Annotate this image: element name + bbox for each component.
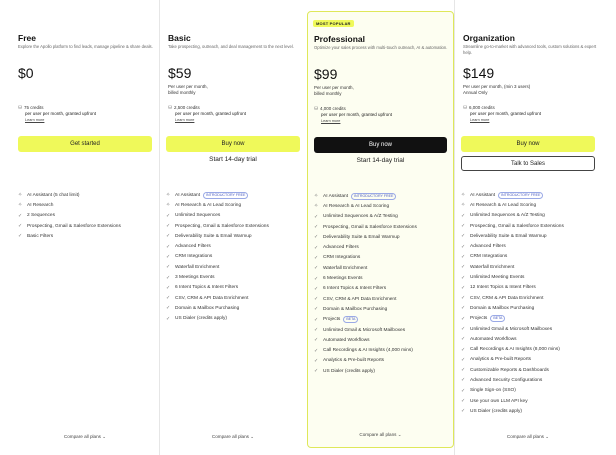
feature-item: ✓ 3 Meetings Events <box>166 274 215 281</box>
feature-item: ✓ Call Recordings & AI Insights (8,000 mins) <box>461 346 560 353</box>
feature-item: ✓ Domain & Mailbox Purchasing <box>166 305 240 312</box>
feature-item: ✓ Waterfall Enrichment <box>314 265 368 272</box>
credits-sub: per user per month, granted upfront <box>175 111 247 116</box>
check-icon: ✓ <box>314 347 319 354</box>
feature-item: ✓ Prospecting, Gmail & Salesforce Extensions <box>461 223 564 230</box>
plan-credits <box>18 105 96 123</box>
plan-organization <box>454 0 606 455</box>
feature-item: ✧ AI Assistant INTRODUCTORY FREE <box>166 190 269 200</box>
feature-item: ✓ CSV, CRM & API Data Enrichment <box>461 295 544 302</box>
chevron-down-icon: ⌄ <box>397 432 402 437</box>
plan-name: Free <box>18 33 36 43</box>
check-icon: ✓ <box>461 326 466 332</box>
feature-item: ✓ Advanced Filters <box>314 244 359 251</box>
buy-now-button[interactable]: Buy now <box>166 136 300 152</box>
plan-free <box>10 0 160 455</box>
feature-item: ✓ CRM Integrations <box>166 253 213 260</box>
coins-icon: ⛁ <box>168 105 173 111</box>
plan-price: $149 <box>463 65 495 81</box>
check-icon: ✓ <box>314 327 319 333</box>
feature-item: ✓ Prospecting, Gmail & Salesforce Extensions <box>18 223 121 230</box>
check-icon: ✓ <box>166 223 171 230</box>
feature-list <box>18 190 121 241</box>
credits-amount: 2,500 credits <box>174 105 200 110</box>
check-icon: ✓ <box>461 387 466 394</box>
feature-item: ✧ AI Research & AI Lead Scoring <box>461 202 537 209</box>
check-icon: ✓ <box>461 398 466 405</box>
feature-item: ✓ CRM Integrations <box>461 253 508 260</box>
feature-item: ✓ CSV, CRM & API Data Enrichment <box>314 296 397 303</box>
learn-more-link[interactable]: Learn more <box>175 118 195 122</box>
check-icon: ✓ <box>314 306 319 313</box>
check-icon: ✓ <box>166 315 171 322</box>
compare-plans-link[interactable]: Compare all plans ⌄ <box>63 434 107 439</box>
feature-item: ✓ Domain & Mailbox Purchasing <box>461 305 535 312</box>
check-icon: ✓ <box>314 234 319 241</box>
learn-more-link[interactable]: Learn more <box>321 119 341 123</box>
feature-item: ✓ Unlimited Sequences & A/Z Testing <box>461 212 545 219</box>
check-icon: ✓ <box>166 233 171 240</box>
feature-item: ✓ Prospecting, Gmail & Salesforce Extensions <box>314 224 417 231</box>
feature-item: ✓ Analytics & Pre-built Reports <box>461 356 532 363</box>
intro-free-tag: INTRODUCTORY FREE <box>498 192 543 199</box>
feature-item: ✓ 2 Sequences <box>18 212 56 219</box>
plan-credits <box>168 105 246 123</box>
feature-item: ✓ 12 Intent Topics & Intent Filters <box>461 284 536 291</box>
check-icon: ✓ <box>461 336 466 343</box>
beta-tag: BETA <box>343 316 358 323</box>
feature-item: ✓ Unlimited Gmail & Microsoft Mailboxes <box>461 326 553 332</box>
sparkle-icon: ✧ <box>461 202 466 209</box>
check-icon: ✓ <box>461 367 466 374</box>
feature-item: ✓ Automated Workflows <box>314 337 370 344</box>
compare-plans-link[interactable]: Compare all plans ⌄ <box>211 434 255 439</box>
feature-list <box>166 190 269 324</box>
sparkle-icon: ✧ <box>166 192 171 199</box>
plan-credits <box>314 106 392 124</box>
check-icon: ✓ <box>461 408 466 415</box>
plan-price: $0 <box>18 65 34 81</box>
feature-item: ✓ Deliverability Suite & Email Warmup <box>461 233 547 240</box>
feature-item: ✓ US Dialer (credits apply) <box>166 315 227 322</box>
check-icon: ✓ <box>461 233 466 240</box>
feature-item: ✓ 6 Intent Topics & Intent Filters <box>314 285 387 292</box>
check-icon: ✓ <box>314 275 319 282</box>
buy-now-button[interactable]: Buy now <box>461 136 595 152</box>
check-icon: ✓ <box>166 305 171 312</box>
credits-amount: 6,000 credits <box>469 105 495 110</box>
most-popular-badge: MOST POPULAR <box>313 20 354 27</box>
price-note: Per user per month, billed monthly <box>168 84 208 95</box>
feature-item: ✧ AI Research & AI Lead Scoring <box>166 202 242 209</box>
check-icon: ✓ <box>461 274 466 281</box>
check-icon: ✓ <box>314 213 319 220</box>
check-icon: ✓ <box>18 223 23 230</box>
compare-plans-link[interactable]: Compare all plans ⌄ <box>506 434 550 439</box>
feature-item: ✓ Advanced Filters <box>461 243 506 250</box>
compare-plans-link[interactable]: Compare all plans ⌄ <box>359 432 402 437</box>
beta-tag: BETA <box>490 315 505 322</box>
check-icon: ✓ <box>461 356 466 363</box>
feature-item: ✓ Unlimited Sequences & A/Z Testing <box>314 213 398 220</box>
learn-more-link[interactable]: Learn more <box>25 118 45 122</box>
feature-item: ✓ Domain & Mailbox Purchasing <box>314 306 388 313</box>
feature-item: ✧ AI Research & AI Lead Scoring <box>314 203 390 210</box>
feature-item: ✧ AI Assistant INTRODUCTORY FREE <box>314 191 417 201</box>
check-icon: ✓ <box>461 253 466 260</box>
buy-now-button[interactable]: Buy now <box>314 137 447 153</box>
feature-item: ✓ CSV, CRM & API Data Enrichment <box>166 295 249 302</box>
check-icon: ✓ <box>461 346 466 353</box>
check-icon: ✓ <box>166 253 171 260</box>
check-icon: ✓ <box>314 316 319 323</box>
check-icon: ✓ <box>314 224 319 231</box>
plan-name: Professional <box>314 34 366 44</box>
check-icon: ✓ <box>166 295 171 302</box>
plan-price: $99 <box>314 66 338 82</box>
plan-description: Streamline go-to-market with advanced tools, custom solutions & expert help. <box>463 44 597 55</box>
price-note: Per user per month, (min 3 users) Annual Only <box>463 84 531 95</box>
check-icon: ✓ <box>18 212 23 219</box>
plan-price: $59 <box>168 65 192 81</box>
check-icon: ✓ <box>314 244 319 251</box>
feature-list <box>461 190 564 417</box>
feature-item: ✓ Advanced Security Configurations <box>461 377 543 384</box>
sparkle-icon: ✧ <box>166 202 171 209</box>
credits-amount: 4,000 credits <box>320 106 346 111</box>
feature-item: ✓ Deliverability Suite & Email Warmup <box>314 234 400 241</box>
plan-professional <box>307 11 454 448</box>
feature-item: ✓ Analytics & Pre-built Reports <box>314 357 385 364</box>
intro-free-tag: INTRODUCTORY FREE <box>351 193 396 200</box>
feature-item: ✓ Projects BETA <box>314 315 417 325</box>
check-icon: ✓ <box>314 265 319 272</box>
coins-icon: ⛁ <box>314 106 319 112</box>
sparkle-icon: ✧ <box>461 192 466 199</box>
feature-item: ✓ 6 Intent Topics & Intent Filters <box>166 284 239 291</box>
learn-more-link[interactable]: Learn more <box>470 118 490 122</box>
check-icon: ✓ <box>314 357 319 364</box>
feature-item: ✓ Single Sign-on (SSO) <box>461 387 516 394</box>
get-started-button[interactable]: Get started <box>18 136 152 152</box>
feature-item: ✓ Deliverability Suite & Email Warmup <box>166 233 252 240</box>
feature-item: ✧ AI Assistant (5 chat limit) <box>18 192 80 199</box>
credits-sub: per user per month, granted upfront <box>321 112 393 117</box>
talk-to-sales-button[interactable]: Talk to Sales <box>461 156 595 171</box>
feature-item: ✧ AI Assistant INTRODUCTORY FREE <box>461 190 564 200</box>
feature-item: ✓ Waterfall Enrichment <box>461 264 515 271</box>
feature-item: ✧ AI Research <box>18 202 54 209</box>
check-icon: ✓ <box>166 284 171 291</box>
sparkle-icon: ✧ <box>18 202 23 209</box>
intro-free-tag: INTRODUCTORY FREE <box>203 192 248 199</box>
sparkle-icon: ✧ <box>18 192 23 199</box>
chevron-down-icon: ⌄ <box>102 434 107 439</box>
feature-item: ✓ Prospecting, Gmail & Salesforce Extensions <box>166 223 269 230</box>
price-note: Per user per month, billed monthly <box>314 85 354 96</box>
chevron-down-icon: ⌄ <box>545 434 550 439</box>
feature-item: ✓ Basic Filters <box>18 233 54 240</box>
feature-item: ✓ Unlimited Meeting Events <box>461 274 525 281</box>
feature-item: ✓ Use your own LLM API key <box>461 398 528 405</box>
start-trial-link[interactable]: Start 14-day trial <box>209 156 257 163</box>
check-icon: ✓ <box>461 377 466 384</box>
check-icon: ✓ <box>166 274 171 281</box>
feature-item: ✓ 6 Meetings Events <box>314 275 363 282</box>
check-icon: ✓ <box>461 305 466 312</box>
check-icon: ✓ <box>461 223 466 230</box>
feature-item: ✓ Waterfall Enrichment <box>166 264 220 271</box>
sparkle-icon: ✧ <box>314 203 319 210</box>
plan-name: Organization <box>463 33 515 43</box>
sparkle-icon: ✧ <box>314 193 319 200</box>
check-icon: ✓ <box>461 264 466 271</box>
check-icon: ✓ <box>314 254 319 261</box>
credits-amount: 75 credits <box>24 105 44 110</box>
credits-sub: per user per month, granted upfront <box>25 111 97 116</box>
check-icon: ✓ <box>461 284 466 291</box>
feature-item: ✓ CRM Integrations <box>314 254 361 261</box>
credits-sub: per user per month, granted upfront <box>470 111 542 116</box>
coins-icon: ⛁ <box>463 105 468 111</box>
coins-icon: ⛁ <box>18 105 23 111</box>
plan-credits <box>463 105 541 123</box>
feature-item: ✓ Advanced Filters <box>166 243 211 250</box>
check-icon: ✓ <box>166 243 171 250</box>
check-icon: ✓ <box>461 212 466 219</box>
check-icon: ✓ <box>461 295 466 302</box>
feature-item: ✓ Automated Workflows <box>461 336 517 343</box>
check-icon: ✓ <box>166 264 171 271</box>
feature-item: ✓ Unlimited Sequences <box>166 212 221 219</box>
feature-item: ✓ Customizable Reports & Dashboards <box>461 367 549 374</box>
plan-name: Basic <box>168 33 191 43</box>
start-trial-link[interactable]: Start 14-day trial <box>356 157 405 164</box>
feature-item: ✓ Call Recordings & AI Insights (4,000 mins) <box>314 347 413 354</box>
plan-description: Explore the Apollo platform to find leads, manage pipeline & share deals. <box>18 44 153 49</box>
plan-description: Optimize your sales process with multi-touch outreach, AI & automation. <box>314 45 448 50</box>
check-icon: ✓ <box>461 315 466 322</box>
feature-item: ✓ Unlimited Gmail & Microsoft Mailboxes <box>314 327 406 333</box>
check-icon: ✓ <box>314 368 319 375</box>
plan-basic <box>159 0 307 455</box>
feature-item: ✓ US Dialer (credits apply) <box>314 368 375 375</box>
check-icon: ✓ <box>314 337 319 344</box>
feature-item: ✓ US Dialer (credits apply) <box>461 408 522 415</box>
feature-item: ✓ Projects BETA <box>461 314 564 324</box>
plan-description: Take prospecting, outreach, and deal management to the next level. <box>168 44 294 49</box>
check-icon: ✓ <box>461 243 466 250</box>
check-icon: ✓ <box>314 285 319 292</box>
feature-list <box>314 191 417 376</box>
check-icon: ✓ <box>314 296 319 303</box>
check-icon: ✓ <box>18 233 23 240</box>
check-icon: ✓ <box>166 212 171 219</box>
chevron-down-icon: ⌄ <box>250 434 255 439</box>
